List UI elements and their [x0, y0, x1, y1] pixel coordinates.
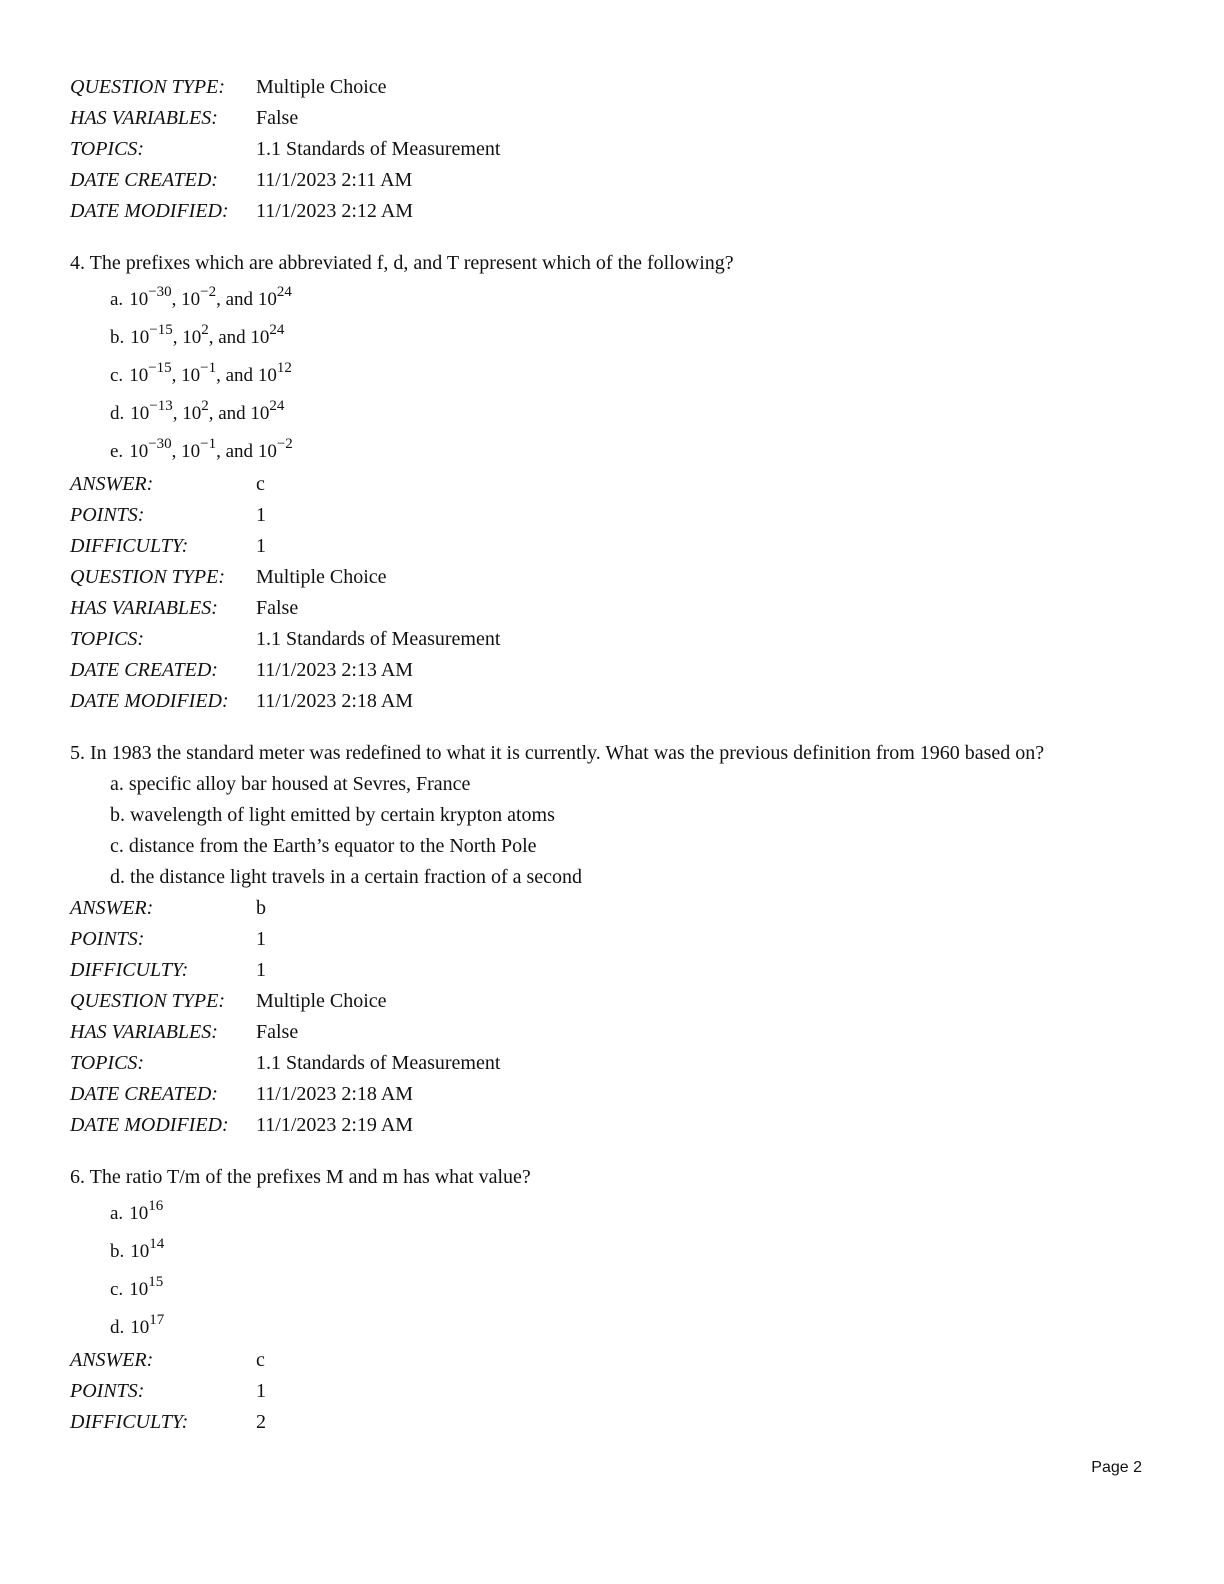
document-page — [70, 72, 1180, 1438]
meta-label: HAS VARIABLES: — [70, 597, 218, 619]
question-4-metadata — [70, 469, 1180, 717]
meta-value: 1.1 Standards of Measurement — [256, 138, 501, 160]
meta-row-topics — [70, 624, 1180, 655]
meta-value: 1.1 Standards of Measurement — [256, 628, 501, 650]
meta-label: POINTS: — [70, 504, 145, 526]
choice-a: a. $10^{16}$ — [110, 1198, 164, 1224]
meta-value: 1 — [256, 535, 266, 557]
choice-a: a. $10^{-30}$, $10^{-2}$, and $10^{24}$ — [110, 284, 292, 310]
meta-label: DATE CREATED: — [70, 169, 218, 191]
meta-value: False — [256, 107, 299, 129]
meta-label: DATE CREATED: — [70, 659, 218, 681]
meta-row-date-created — [70, 165, 1180, 196]
choice-d: d. $10^{-13}$, $10^2$, and $10^{24}$ — [110, 398, 285, 424]
meta-row-has-variables — [70, 103, 1180, 134]
meta-label: QUESTION TYPE: — [70, 990, 226, 1012]
meta-row-question-type — [70, 72, 1180, 103]
choice-a: a. specific alloy bar housed at Sevres, France — [110, 773, 471, 795]
meta-value: Multiple Choice — [256, 566, 387, 588]
meta-row-date-created — [70, 1079, 1180, 1110]
meta-value: 1 — [256, 928, 266, 950]
choice-b: b. wavelength of light emitted by certain krypton atoms — [110, 804, 555, 826]
meta-label: DATE MODIFIED: — [70, 1114, 229, 1136]
meta-value: False — [256, 1021, 299, 1043]
choice-letter: b. — [110, 1241, 125, 1262]
meta-label: DIFFICULTY: — [70, 535, 189, 557]
meta-label: DATE MODIFIED: — [70, 200, 229, 222]
choice-b: b. $10^{14}$ — [110, 1236, 165, 1262]
meta-label: POINTS: — [70, 928, 145, 950]
meta-label: ANSWER: — [70, 1349, 154, 1371]
meta-row-date-modified — [70, 196, 1180, 227]
meta-value: c — [256, 1349, 265, 1371]
question-4 — [70, 248, 1180, 717]
choice-e: e. $10^{-30}$, $10^{-1}$, and $10^{-2}$ — [110, 436, 293, 462]
question-stem: 5. In 1983 the standard meter was redefined to what it is currently. What was the previous definition from 1960 based on? — [70, 742, 1045, 764]
meta-label: POINTS: — [70, 1380, 145, 1402]
meta-value: 11/1/2023 2:19 AM — [256, 1114, 414, 1136]
meta-value: 1 — [256, 504, 266, 526]
question-stem: 6. The ratio T/m of the prefixes M and m has what value? — [70, 1166, 531, 1188]
question-6-metadata — [70, 1345, 1180, 1438]
meta-row-points — [70, 924, 1180, 955]
meta-label: TOPICS: — [70, 1052, 145, 1074]
meta-row-topics — [70, 1048, 1180, 1079]
meta-row-has-variables — [70, 593, 1180, 624]
meta-value: False — [256, 597, 299, 619]
meta-label: TOPICS: — [70, 628, 145, 650]
meta-row-answer — [70, 893, 1180, 924]
meta-value: 1 — [256, 959, 266, 981]
choice-letter: b. — [110, 327, 125, 348]
choice-d: d. $10^{17}$ — [110, 1312, 165, 1338]
meta-value: 11/1/2023 2:18 AM — [256, 690, 414, 712]
choice-letter: a. — [110, 1203, 124, 1224]
meta-value: b — [256, 897, 266, 919]
choice-letter: d. — [110, 403, 125, 424]
meta-label: DIFFICULTY: — [70, 1411, 189, 1433]
meta-row-date-modified — [70, 1110, 1180, 1141]
question-6 — [70, 1162, 1180, 1438]
meta-row-date-modified — [70, 686, 1180, 717]
meta-row-date-created — [70, 655, 1180, 686]
meta-label: ANSWER: — [70, 897, 154, 919]
meta-row-points — [70, 1376, 1180, 1407]
meta-label: DIFFICULTY: — [70, 959, 189, 981]
meta-row-difficulty — [70, 955, 1180, 986]
meta-value: 11/1/2023 2:12 AM — [256, 200, 414, 222]
meta-value: Multiple Choice — [256, 990, 387, 1012]
meta-value: 1 — [256, 1380, 266, 1402]
meta-value: 11/1/2023 2:13 AM — [256, 659, 414, 681]
meta-label: QUESTION TYPE: — [70, 76, 226, 98]
meta-row-answer — [70, 1345, 1180, 1376]
meta-row-difficulty — [70, 531, 1180, 562]
meta-row-question-type — [70, 562, 1180, 593]
answer-choices — [70, 1193, 1180, 1345]
choice-letter: e. — [110, 441, 124, 462]
meta-label: HAS VARIABLES: — [70, 107, 218, 129]
meta-value: Multiple Choice — [256, 76, 387, 98]
meta-value: 11/1/2023 2:18 AM — [256, 1083, 414, 1105]
page-number: Page 2 — [1091, 1459, 1142, 1476]
meta-row-points — [70, 500, 1180, 531]
answer-choices — [70, 769, 1180, 893]
choice-c: c. distance from the Earth’s equator to the North Pole — [110, 835, 537, 857]
choice-b: b. $10^{-15}$, $10^2$, and $10^{24}$ — [110, 322, 285, 348]
meta-row-difficulty — [70, 1407, 1180, 1438]
meta-row-answer — [70, 469, 1180, 500]
answer-choices — [70, 279, 1180, 469]
question-stem: 4. The prefixes which are abbreviated f, d, and T represent which of the following? — [70, 252, 734, 274]
meta-row-topics — [70, 134, 1180, 165]
meta-label: QUESTION TYPE: — [70, 566, 226, 588]
choice-d: d. the distance light travels in a certain fraction of a second — [110, 866, 583, 888]
meta-row-has-variables — [70, 1017, 1180, 1048]
meta-value: 1.1 Standards of Measurement — [256, 1052, 501, 1074]
choice-c: c. $10^{-15}$, $10^{-1}$, and $10^{12}$ — [110, 360, 292, 386]
meta-label: TOPICS: — [70, 138, 145, 160]
meta-label: ANSWER: — [70, 473, 154, 495]
meta-value: 11/1/2023 2:11 AM — [256, 169, 413, 191]
question-5-metadata — [70, 893, 1180, 1141]
meta-label: DATE MODIFIED: — [70, 690, 229, 712]
question-3-metadata — [70, 72, 1180, 227]
choice-letter: d. — [110, 1317, 125, 1338]
meta-value: c — [256, 473, 265, 495]
choice-letter: c. — [110, 365, 124, 386]
meta-label: DATE CREATED: — [70, 1083, 218, 1105]
meta-label: HAS VARIABLES: — [70, 1021, 218, 1043]
question-5 — [70, 738, 1180, 1141]
meta-value: 2 — [256, 1411, 266, 1433]
choice-c: c. $10^{15}$ — [110, 1274, 164, 1300]
choice-letter: a. — [110, 289, 124, 310]
choice-letter: c. — [110, 1279, 124, 1300]
meta-row-question-type — [70, 986, 1180, 1017]
